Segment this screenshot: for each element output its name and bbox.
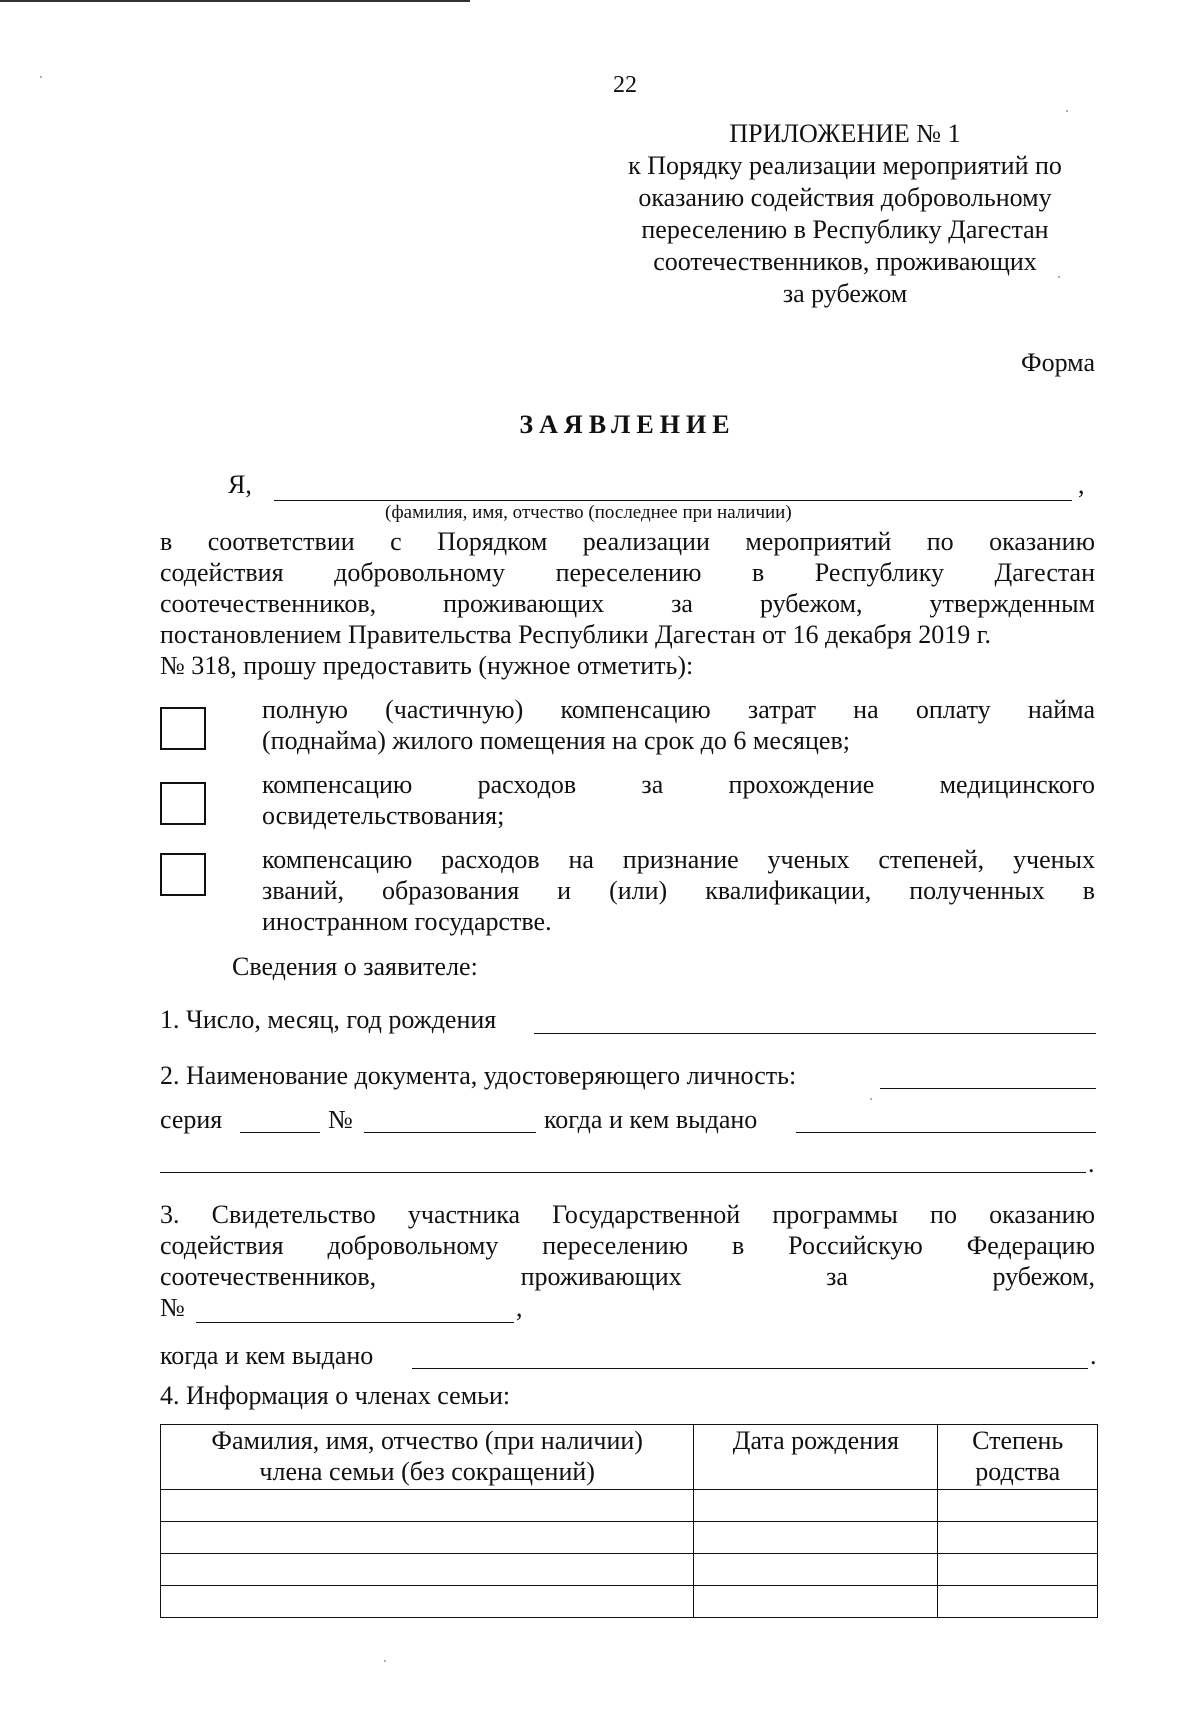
table-row [161, 1522, 1098, 1554]
certificate-number-field[interactable] [196, 1322, 514, 1323]
option-3-line: иностранном государстве. [262, 907, 552, 936]
column-header-text: Степень [972, 1426, 1064, 1455]
applicant-name-field[interactable] [274, 500, 1072, 501]
table-cell-relation[interactable] [938, 1522, 1098, 1554]
family-heading: 4. Информация о членах семьи: [160, 1381, 511, 1410]
option-3-line: званий, образования и (или) квалификации, полученных в [262, 876, 1095, 905]
column-header-text: Дата рождения [732, 1426, 899, 1455]
scan-speck [870, 1098, 872, 1100]
applicant-name-caption: (фамилия, имя, отчество (последнее при наличии) [385, 502, 792, 523]
family-table-header [161, 1425, 1098, 1490]
table-cell-name[interactable] [161, 1554, 694, 1586]
table-cell-name[interactable] [161, 1522, 694, 1554]
applicant-suffix: , [1078, 470, 1085, 499]
scan-speck [1066, 110, 1068, 112]
column-header-text: родства [975, 1457, 1061, 1486]
table-cell-relation[interactable] [938, 1554, 1098, 1586]
form-label: Форма [1021, 348, 1095, 377]
certificate-line: соотечественников, проживающих за рубежом, [160, 1262, 1095, 1291]
table-cell-relation[interactable] [938, 1490, 1098, 1522]
option-2-checkbox[interactable] [160, 782, 206, 825]
issued-field[interactable] [796, 1132, 1096, 1133]
appendix-line: переселению в Республику Дагестан [641, 215, 1049, 244]
id-document-field[interactable] [880, 1088, 1096, 1089]
table-cell-name[interactable] [161, 1586, 694, 1618]
document-title: ЗАЯВЛЕНИЕ [519, 410, 736, 439]
issued-period: . [1088, 1149, 1095, 1178]
certificate-number-label: № [160, 1293, 185, 1322]
table-cell-birth-date[interactable] [694, 1586, 938, 1618]
birth-date-label: 1. Число, месяц, год рождения [160, 1005, 497, 1034]
option-1-checkbox[interactable] [160, 707, 206, 750]
certificate-issued-period: . [1090, 1341, 1097, 1370]
page-number: 22 [613, 72, 637, 98]
id-document-label: 2. Наименование документа, удостоверяющего личность: [160, 1061, 797, 1090]
table-cell-birth-date[interactable] [694, 1490, 938, 1522]
table-row [161, 1490, 1098, 1522]
column-header-full-name [161, 1425, 694, 1490]
scan-speck [40, 76, 42, 78]
column-header-birth-date [694, 1425, 938, 1490]
table-row [161, 1586, 1098, 1618]
column-header-text: Фамилия, имя, отчество (при наличии) [211, 1426, 643, 1455]
intro-line: № 318, прошу предоставить (нужное отметить): [160, 651, 694, 680]
certificate-issued-label: когда и кем выдано [160, 1341, 374, 1370]
appendix-line: к Порядку реализации мероприятий по [628, 151, 1062, 180]
appendix-line: оказанию содействия добровольному [638, 183, 1052, 212]
certificate-line: 3. Свидетельство участника Государственной программы по оказанию [160, 1200, 1095, 1229]
intro-line: соотечественников, проживающих за рубежом, утвержденным [160, 589, 1095, 618]
option-2-line: освидетельствования; [262, 801, 505, 830]
applicant-info-heading: Сведения о заявителе: [232, 952, 478, 981]
option-2-line: компенсацию расходов за прохождение медицинского [262, 770, 1095, 799]
scan-edge-line [0, 0, 470, 2]
applicant-prefix: Я, [228, 470, 252, 499]
issued-continuation-field[interactable] [160, 1172, 1086, 1173]
issued-label: когда и кем выдано [544, 1105, 758, 1134]
appendix-header [600, 118, 1090, 310]
intro-line: постановлением Правительства Республики Дагестан от 16 декабря 2019 г. [160, 620, 991, 649]
birth-date-field[interactable] [534, 1033, 1096, 1034]
appendix-title: ПРИЛОЖЕНИЕ № 1 [729, 119, 961, 148]
table-row [161, 1554, 1098, 1586]
option-3-line: компенсацию расходов на признание ученых степеней, ученых [262, 845, 1095, 874]
appendix-line: за рубежом [782, 279, 908, 308]
appendix-line: соотечественников, проживающих [653, 247, 1037, 276]
series-label: серия [160, 1105, 223, 1134]
number-label: № [328, 1105, 353, 1134]
option-1-line: полную (частичную) компенсацию затрат на оплату найма [262, 695, 1095, 724]
number-field[interactable] [364, 1132, 536, 1133]
family-table [160, 1424, 1098, 1618]
table-cell-name[interactable] [161, 1490, 694, 1522]
intro-line: в соответствии с Порядком реализации мероприятий по оказанию [160, 527, 1095, 556]
scan-speck [384, 1660, 386, 1662]
table-cell-birth-date[interactable] [694, 1522, 938, 1554]
column-header-relation [938, 1425, 1098, 1490]
scan-speck [1058, 276, 1060, 278]
series-field[interactable] [240, 1132, 320, 1133]
table-cell-birth-date[interactable] [694, 1554, 938, 1586]
option-1-line: (поднайма) жилого помещения на срок до 6 месяцев; [262, 726, 850, 755]
option-3-checkbox[interactable] [160, 853, 206, 896]
certificate-number-comma: , [516, 1293, 523, 1322]
certificate-line: содействия добровольному переселению в Российскую Федерацию [160, 1231, 1095, 1260]
intro-line: содействия добровольному переселению в Республику Дагестан [160, 558, 1095, 587]
table-cell-relation[interactable] [938, 1586, 1098, 1618]
certificate-issued-field[interactable] [412, 1368, 1088, 1369]
column-header-text: члена семьи (без сокращений) [259, 1457, 595, 1486]
